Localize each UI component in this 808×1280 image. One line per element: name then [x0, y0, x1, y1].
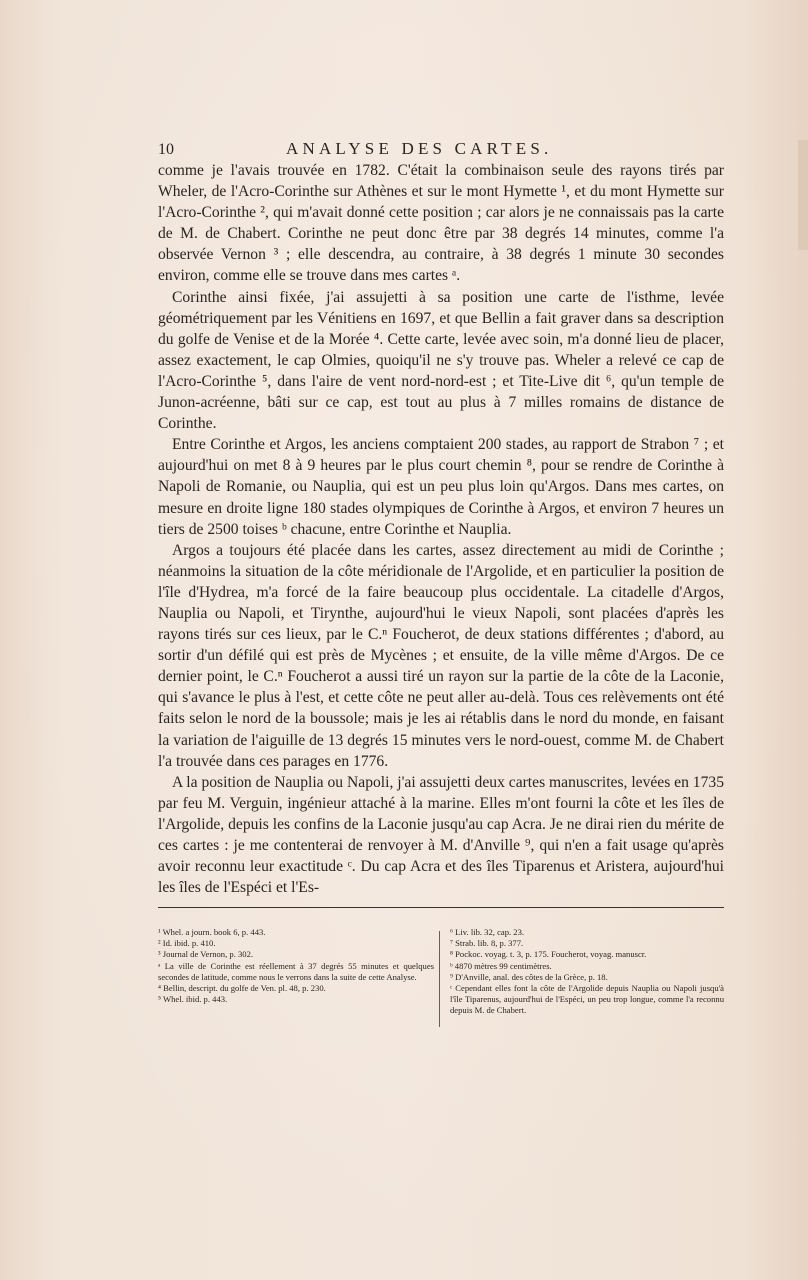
paragraph: comme je l'avais trouvée en 1782. C'était la combinaison seule des rayons tirés par Wheler, de l'Acro-Corinthe sur Athènes et sur le mont Hymette ¹, et du mont Hymette sur l'Acro-Corinthe ², qui m'avait donné cette position ; car alors je ne connaissais pas la carte de M. de Chabert. Corinthe ne peut donc être par 38 degrés 14 minutes, comme l'a observée Vernon ³ ; elle descendra, au contraire, à 38 degrés 1 minute 30 secondes environ, comme elle se trouve dans mes cartes ᵃ. — [158, 162, 724, 285]
footnote: ᵇ 4870 mètres 99 centimètres. — [450, 960, 552, 971]
footnote: ᶜ Cependant elles font la côte de l'Argolide depuis Nauplia ou Napoli jusqu'à l'île Tiparenus, aujourd'hui de l'Espéci, un peu trop longue, comme l'a reconnu depuis M. de Chabert. — [450, 983, 724, 1016]
footnote: ² Id. ibid. p. 410. — [158, 938, 216, 949]
footnote: ᵃ La ville de Corinthe est réellement à 37 degrés 55 minutes et quelques secondes de latitude, comme nous le verrons dans la suite de cette Analyse. — [158, 960, 434, 982]
footnote: ³ Journal de Vernon, p. 302. — [158, 949, 254, 960]
paragraph: A la position de Nauplia ou Napoli, j'ai assujetti deux cartes manuscrites, levées en 1735 par feu M. Verguin, ingénieur attaché à la marine. Elles m'ont fourni la côte et les îles de l'Argolide, depuis les confins de la Laconie jusqu'au cap Acra. Je ne dirai rien du mérite de ces cartes : je me contenterai de renvoyer à M. d'Anville ⁹, qui n'en a fait usage qu'après avoir reconnu leur exactitude ᶜ. Du cap Acra et des îles Tiparenus et Aristera, aujourd'hui les îles de l'Espéci et l'Es- — [158, 773, 724, 897]
footnote: ⁵ Whel. ibid. p. 443. — [158, 994, 228, 1005]
footnote-column-divider — [439, 931, 440, 1027]
footnote: ⁴ Bellin, descript. du golfe de Ven. pl. 48, p. 230. — [158, 983, 326, 994]
page-header — [158, 139, 724, 161]
footnote: ⁷ Strab. lib. 8, p. 377. — [450, 938, 524, 949]
footnote: ⁸ Pockoc. voyag. t. 3, p. 175. Foucherot, voyag. manuscr. — [450, 949, 647, 960]
footnote: ¹ Whel. a journ. book 6, p. 443. — [158, 927, 266, 937]
footnote-rule — [158, 907, 724, 908]
footnote: ⁶ Liv. lib. 32, cap. 23. — [450, 927, 525, 937]
footnotes-left-column — [158, 927, 434, 1005]
footnotes — [158, 927, 724, 1027]
footnote: ⁹ D'Anville, anal. des côtes de la Grèce, p. 18. — [450, 971, 608, 982]
page-edge-stain — [798, 140, 808, 250]
paragraph: Entre Corinthe et Argos, les anciens comptaient 200 stades, au rapport de Strabon ⁷ ; et aujourd'hui on met 8 à 9 heures par le plus court chemin ⁸, pour se rendre de Corinthe à Napoli de Romanie, ou Nauplia, qui est un peu plus loin qu'Argos. Dans mes cartes, on mesure en droite ligne 180 stades olympiques de Corinthe à Argos, et environ 7 heures un tiers de 2500 toises ᵇ chacune, entre Corinthe et Nauplia. — [158, 436, 724, 538]
page-number: 10 — [158, 141, 174, 158]
paragraph: Corinthe ainsi fixée, j'ai assujetti à sa position une carte de l'isthme, levée géométriquement par les Vénitiens en 1697, et que Bellin a fait graver dans sa description du golfe de Venise et de la Morée ⁴. Cette carte, levée avec soin, m'a donné lieu de placer, assez exactement, le cap Olmies, quoiqu'il ne s'y trouve pas. Wheler a relevé ce cap de l'Acro-Corinthe ⁵, dans l'aire de vent nord-nord-est ; et Tite-Live dit ⁶, qu'un temple de Junon-acréenne, bâti sur ce cap, est tout au plus à 7 milles romains de distance de Corinthe. — [158, 288, 724, 433]
running-title: ANALYSE DES CARTES. — [286, 139, 553, 158]
footnotes-right-column — [450, 927, 724, 1017]
paragraph: Argos a toujours été placée dans les cartes, assez directement au midi de Corinthe ; néanmoins la situation de la côte méridionale de l'Argolide, et en particulier la position de l'île d'Hydrea, m'a forcé de la faire beaucoup plus occidentale. La citadelle d'Argos, Nauplia ou Napoli, et Tirynthe, aujourd'hui le vieux Napoli, sont placées d'après les rayons tirés sur ces lieux, par le C.ⁿ Foucherot, de deux stations différentes ; d'abord, au sortir d'un défilé qui est près de Mycènes ; et ensuite, de la ville même d'Argos. De ce dernier point, le C.ⁿ Foucherot a aussi tiré un rayon sur la partie de la côte de la Laconie, qui s'avance le plus à l'est, et cette côte ne peut aller au-delà. Tous ces relèvements ont été faits selon le nord de la boussole; mais je les ai rétablis dans le nord du monde, en faisant la variation de l'aiguille de 13 degrés 15 minutes vers le nord-ouest, comme M. de Chabert l'a trouvée dans ces parages en 1776. — [158, 541, 724, 770]
body-text — [158, 160, 724, 898]
